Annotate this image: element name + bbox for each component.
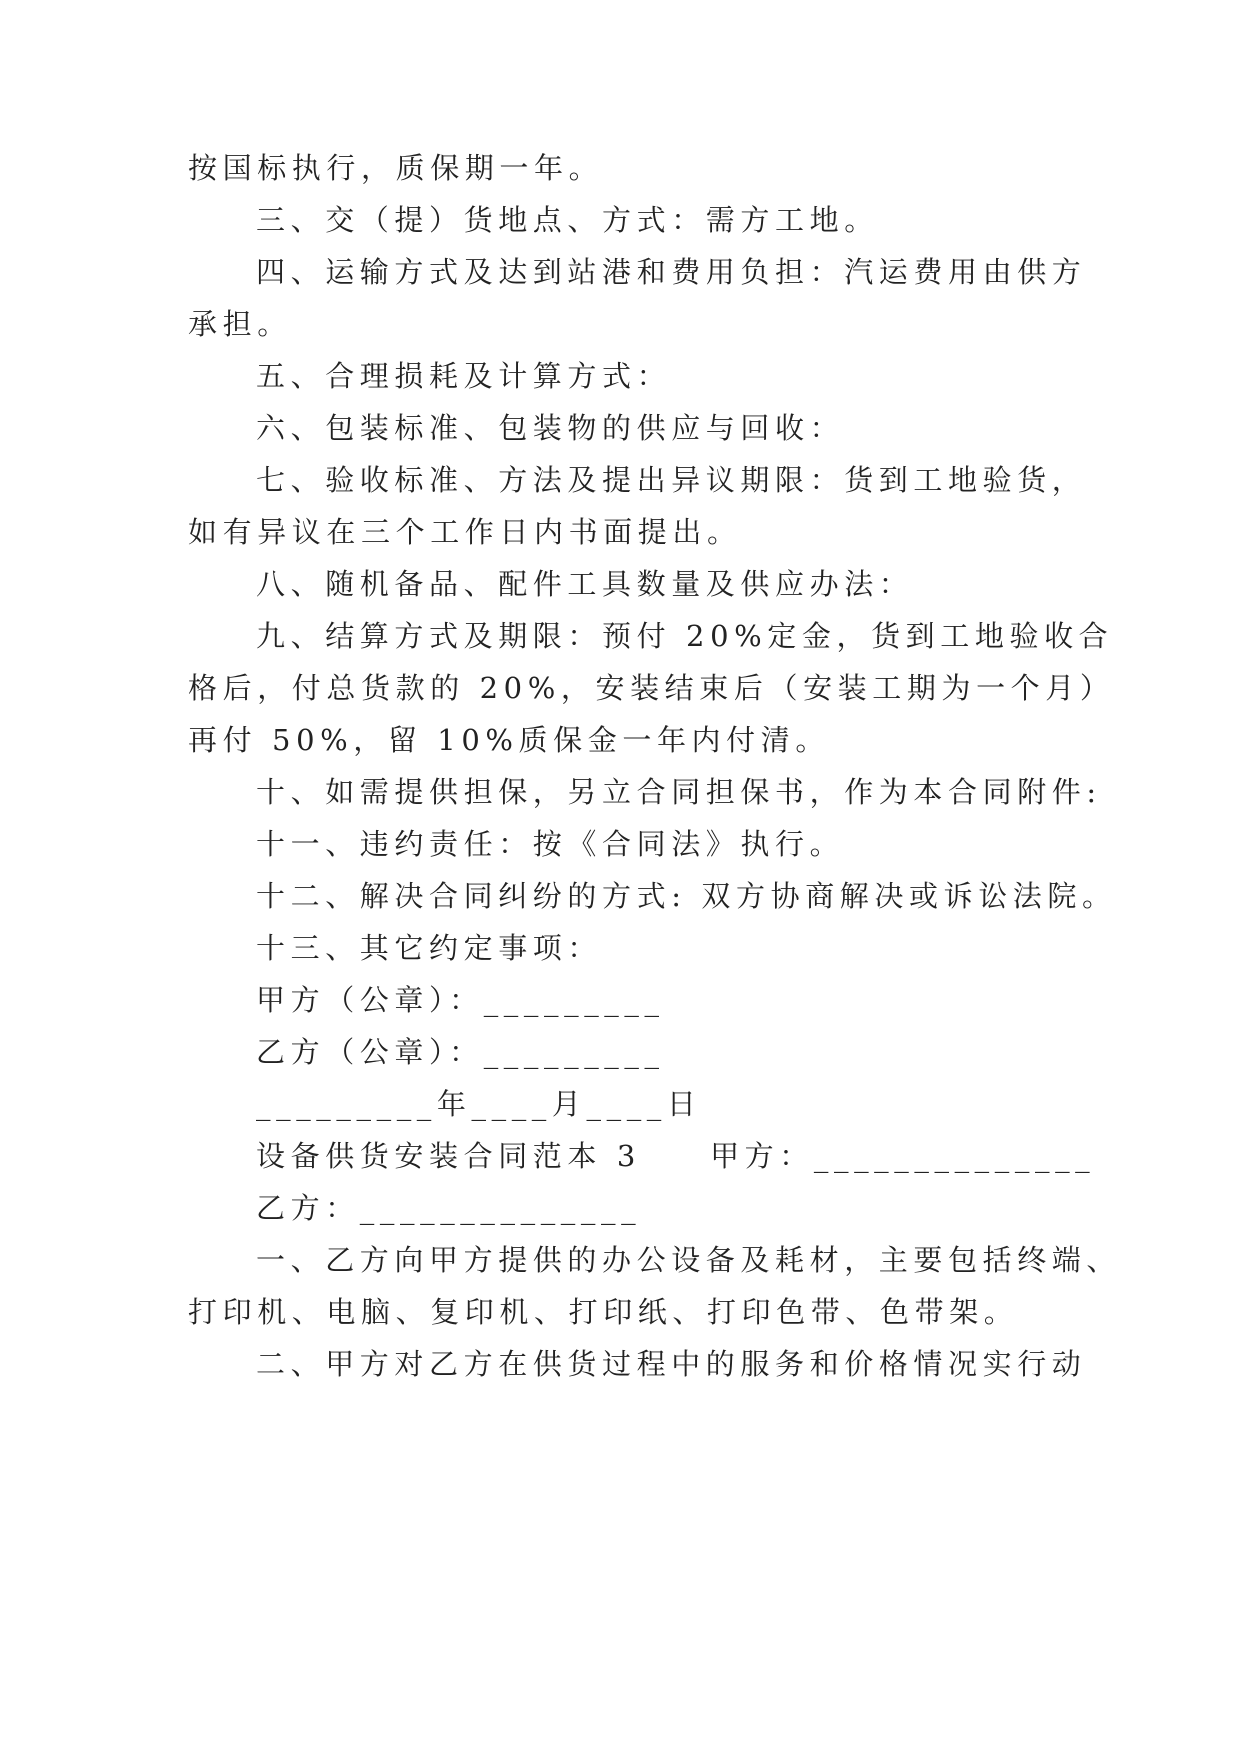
clause-10-line: 十、如需提供担保，另立合同担保书，作为本合同附件: — [256, 775, 1102, 809]
text-line: 打印机、电脑、复印机、打印纸、打印色带、色带架。 — [188, 1295, 1019, 1329]
clause-6-line: 六、包装标准、包装物的供应与回收： — [256, 411, 845, 445]
text-line: 格后，付总货款的 20%，安装结束后（安装工期为一个月） — [188, 671, 1115, 705]
text-line: 如有异议在三个工作日内书面提出。 — [188, 515, 742, 549]
clause-5-line: 五、合理损耗及计算方式： — [256, 359, 672, 393]
text-line: 再付 50%，留 10%质保金一年内付清。 — [188, 723, 830, 757]
text-line: 按国标执行，质保期一年。 — [188, 151, 604, 185]
clause-1-line: 一、乙方向甲方提供的办公设备及耗材，主要包括终端、 — [256, 1243, 1122, 1277]
clause-3-line: 三、交（提）货地点、方式：需方工地。 — [256, 203, 879, 237]
clause-7-line: 七、验收标准、方法及提出异议期限：货到工地验货， — [256, 463, 1087, 497]
text-line: 承担。 — [188, 307, 292, 341]
clause-9-line: 九、结算方式及期限：预付 20%定金，货到工地验收合 — [256, 619, 1114, 653]
party-b-seal-line: 乙方（公章）：_________ — [256, 1035, 665, 1069]
contract-title-line: 设备供货安装合同范本 3 甲方：______________ — [256, 1139, 1096, 1173]
party-b-line: 乙方：______________ — [256, 1191, 642, 1225]
clause-2-line: 二、甲方对乙方在供货过程中的服务和价格情况实行动 — [256, 1347, 1087, 1381]
clause-12-line: 十二、解决合同纠纷的方式: 双方协商解决或诉讼法院。 — [256, 879, 1117, 913]
clause-8-line: 八、随机备品、配件工具数量及供应办法： — [256, 567, 914, 601]
clause-4-line: 四、运输方式及达到站港和费用负担：汽运费用由供方 — [256, 255, 1087, 289]
clause-13-line: 十三、其它约定事项： — [256, 931, 603, 965]
party-a-seal-line: 甲方（公章）：_________ — [256, 983, 665, 1017]
clause-11-line: 十一、违约责任：按《合同法》执行。 — [256, 827, 845, 861]
date-line: _________年____月____日 — [256, 1087, 702, 1121]
